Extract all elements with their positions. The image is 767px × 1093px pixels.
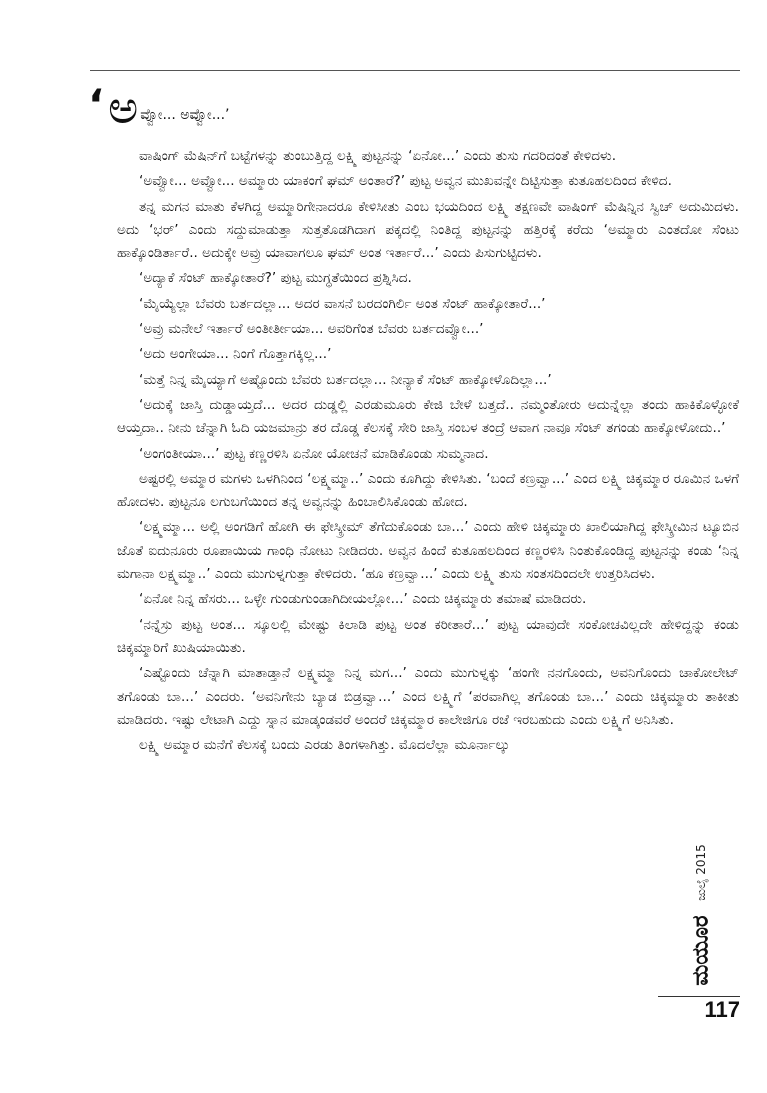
magazine-side-mark bbox=[686, 830, 716, 986]
page-number: 117 bbox=[704, 997, 740, 1022]
heading-drop-cap: ಅ bbox=[107, 80, 139, 134]
paragraph: ‘ಏನೋ ನಿನ್ನ ಹೆಸರು... ಒಳ್ಳೇ ಗುಂಡುಗುಂಡಾಗಿದೀಯಲ್ಲೋ...’ ಎಂದು ಚಿಕ್ಕಮ್ಮಾರು ತಮಾಷೆ ಮಾಡಿದರು. bbox=[139, 591, 587, 608]
issue-month-text: ಜುಲೈ 2015 bbox=[693, 844, 708, 901]
paragraph: ‘ಅದ್ಯಾಕೆ ಸೆಂಟ್ ಹಾಕ್ಕೋತಾರೆ?’ ಪುಟ್ಟ ಮುಗ್ಧತೆಯಿಂದ ಪ್ರಶ್ನಿಸಿದ. bbox=[139, 270, 412, 287]
paragraph: ಲಕ್ಷ್ಮಿ ಅಮ್ಮಾರ ಮನೆಗೆ ಕೆಲಸಕ್ಕೆ ಬಂದು ಎರಡು ತಿಂಗಳಾಗಿತ್ತು. ಮೊದಲೆಲ್ಲಾ ಮೂರ್ನಾಲ್ಕು bbox=[139, 737, 510, 754]
paragraph: ‘ಅಂಗಂತೀಯಾ...’ ಪುಟ್ಟ ಕಣ್ಣರಳಿಸಿ ಏನೋ ಯೋಚನೆ ಮಾಡಿಕೊಂಡು ಸುಮ್ಮನಾದ. bbox=[139, 445, 489, 462]
paragraph: ‘ಅದುಕ್ಕೆ ಜಾಸ್ತಿ ದುಡ್ಡಾಯ್ತದೆ... ಅದರ ದುಡ್ಡಲ್ಲಿ ಎರಡುಮೂರು ಕೇಜಿ ಬೇಳೆ ಬತ್ತದೆ.. ನಮ್ಮಂತೋರು ಅದುನ್ನೆಲ್ಲಾ ತಂದು ಹಾಕಿಕೊಳ್ಳೋಕೆ ಆಯ್ತದಾ.. ನೀನು ಚೆನ್ನಾಗಿ ಓದಿ ಯಜಮಾನ್ರು ತರ ದೊಡ್ಡ ಕೆಲಸಕ್ಕೆ ಸೇರಿ ಜಾಸ್ತಿ ಸಂಬಳ ತಂದ್ರೆ ಆವಾಗ ನಾವೂ ಸೆಂಟ್ ತಗಂಡು ಹಾಕ್ಕೋಳೋದು..’ bbox=[117, 396, 739, 437]
story-heading bbox=[88, 80, 230, 140]
issue-month bbox=[686, 830, 716, 915]
paragraph: ವಾಷಿಂಗ್ ಮೆಷಿನ್‌ಗೆ ಬಟ್ಟೆಗಳನ್ನು ತುಂಬುತ್ತಿದ್ದ ಲಕ್ಷ್ಮಿ ಪುಟ್ಟನನ್ನು ‘ಏನೋ...’ ಎಂದು ತುಸು ಗದರಿದಂತೆ ಕೇಳಿದಳು. bbox=[139, 148, 617, 164]
paragraph: ‘ಅದು ಅಂಗೇಯಾ... ನಿಂಗೆ ಗೊತ್ತಾಗಕ್ಕಿಲ್ಲ...’ bbox=[139, 346, 332, 363]
article-body bbox=[117, 145, 739, 759]
top-rule bbox=[90, 70, 740, 71]
paragraph: ‘ಎಷ್ಟೊಂದು ಚೆನ್ನಾಗಿ ಮಾತಾಡ್ತಾನೆ ಲಕ್ಷ್ಮಮ್ಮಾ ನಿನ್ನ ಮಗ...’ ಎಂದು ಮುಗುಳ್ನಕ್ಕು ‘ಹಂಗೇ ನನಗೊಂದು, ಅವನಿಗೊಂದು ಚಾಕೋಲೇಟ್ ತಗೊಂಡು ಬಾ...’ ಎಂದರು. ‘ಅವನಿಗೇನು ಬ್ಯಾಡ ಬಿಡ್ರವ್ವಾ...’ ಎಂದ ಲಕ್ಷ್ಮಿಗೆ ‘ಪರವಾಗಿಲ್ಲ ತಗೊಂಡು ಬಾ...’ ಎಂದು ಚಿಕ್ಕಮ್ಮಾರು ತಾಕೀತು ಮಾಡಿದರು. ಇಷ್ಟು ಲೇಟಾಗಿ ಎದ್ದು ಸ್ನಾನ ಮಾಡ್ಕಂಡವರೆ ಅಂದರೆ ಚಿಕ್ಕಮ್ಮಾರ ಕಾಲೇಜಿಗೂ ರಜೆ ಇರಬಹುದು ಎಂದು ಲಕ್ಷ್ಮಿಗೆ ಅನಿಸಿತು. bbox=[117, 665, 739, 728]
paragraph: ಅಷ್ಟರಲ್ಲಿ ಅಮ್ಮಾರ ಮಗಳು ಒಳಗಿನಿಂದ ‘ಲಕ್ಷ್ಮಮ್ಮಾ..’ ಎಂದು ಕೂಗಿದ್ದು ಕೇಳಿಸಿತು. ‘ಬಂದೆ ಕಣ್ರವ್ವಾ...’ ಎಂದ ಲಕ್ಷ್ಮಿ ಚಿಕ್ಕಮ್ಮಾರ ರೂಮಿನ ಒಳಗೆ ಹೋದಳು. ಪುಟ್ಟನೂ ಲಗುಬಗೆಯಿಂದ ತನ್ನ ಅವ್ವನನ್ನು ಹಿಂಬಾಲಿಸಿಕೊಂಡು ಹೋದ. bbox=[117, 470, 739, 511]
paragraph: ‘ಮತ್ತೆ ನಿನ್ನ ಮೈಯ್ಯಾಗೆ ಅಷ್ಟೊಂದು ಬೆವರು ಬರ್ತದಲ್ಲಾ... ನೀನ್ಯಾಕೆ ಸೆಂಟ್ ಹಾಕ್ಕೋಳೊದಿಲ್ಲಾ...’ bbox=[139, 371, 552, 388]
magazine-logo-text: ಮಯೂರ bbox=[688, 914, 714, 986]
paragraph: ‘ಅವ್ರು ಮನೇಲೆ ಇರ್ತಾರೆ ಅಂತೀರ್ತೀಯಾ... ಅವರಿಗೆಂತ ಬೆವರು ಬರ್ತದವ್ವೋ...’ bbox=[139, 321, 484, 338]
paragraph: ‘ಮೈಯ್ಯೆಲ್ಲಾ ಬೆವರು ಬರ್ತದಲ್ಲಾ... ಅದರ ವಾಸನೆ ಬರದಂಗಿರ್ಲಿ ಅಂತ ಸೆಂಟ್ ಹಾಕ್ಕೋತಾರೆ...’ bbox=[139, 295, 546, 312]
paragraph: ತನ್ನ ಮಗನ ಮಾತು ಕೆಳಗಿದ್ದ ಅಮ್ಮಾರಿಗೇನಾದರೂ ಕೇಳಿಸೀತು ಎಂಬ ಭಯದಿಂದ ಲಕ್ಷ್ಮಿ ತಕ್ಷಣವೇ ವಾಷಿಂಗ್ ಮೆಷಿನ್ನಿನ ಸ್ವಿಚ್ ಅದುಮಿದಳು. ಅದು ‘ಭರ್’ ಎಂದು ಸದ್ದುಮಾಡುತ್ತಾ ಸುತ್ತತೊಡಗಿದಾಗ ಪಕ್ಕದಲ್ಲಿ ನಿಂತಿದ್ದ ಪುಟ್ಟನನ್ನು ಹತ್ತಿರಕ್ಕೆ ಕರೆದು ‘ಅಮ್ಮಾರು ಎಂತದೋ ಸೆಂಟು ಹಾಕ್ಕೊಂಡಿರ್ತಾರೆ.. ಅದುಕ್ಕೇ ಅವ್ರು ಯಾವಾಗಲೂ ಘಮ್ ಅಂತ ಇರ್ತಾರೆ...’ ಎಂದು ಪಿಸುಗುಟ್ಟಿದಳು. bbox=[117, 198, 739, 262]
paragraph: ‘ಅವ್ವೋ... ಅವ್ವೋ... ಅಮ್ಮಾರು ಯಾಕಂಗೆ ಘಮ್ ಅಂತಾರೆ?’ ಪುಟ್ಟ ಅವ್ವನ ಮುಖವನ್ನೇ ದಿಟ್ಟಿಸುತ್ತಾ ಕುತೂಹಲದಿಂದ ಕೇಳಿದ. bbox=[139, 173, 672, 190]
heading-quote-mark: ‘ bbox=[88, 80, 104, 129]
paragraph: ‘ಲಕ್ಷ್ಮಮ್ಮಾ... ಅಲ್ಲಿ ಅಂಗಡಿಗೆ ಹೋಗಿ ಈ ಫೇಸ್ಕ್ರೀಮ್ ತೆಗೆದುಕೊಂಡು ಬಾ...’ ಎಂದು ಹೇಳಿ ಚಿಕ್ಕಮ್ಮಾರು ಖಾಲಿಯಾಗಿದ್ದ ಫೇಸ್ಕ್ರೀಮಿನ ಟ್ಯೂಬಿನ ಜೊತೆ ಐದುನೂರು ರೂಪಾಯಿಯ ಗಾಂಧಿ ನೋಟು ನೀಡಿದರು. ಅವ್ವನ ಹಿಂದೆ ಕುತೂಹಲದಿಂದ ಕಣ್ಣರಳಿಸಿ ನಿಂತುಕೊಂಡಿದ್ದ ಪುಟ್ಟನನ್ನು ಕಂಡು ‘ನಿನ್ನ ಮಗಾನಾ ಲಕ್ಷ್ಮಮ್ಮಾ..’ ಎಂದು ಮುಗುಳ್ನಗುತ್ತಾ ಕೇಳಿದರು. ‘ಹೂ ಕಣ್ರವ್ವಾ...’ ಎಂದು ಲಕ್ಷ್ಮಿ ತುಸು ಸಂತಸದಿಂದಲೇ ಉತ್ತರಿಸಿದಳು. bbox=[117, 519, 739, 583]
heading-text: ವ್ವೋ... ಅವ್ವೋ...’ bbox=[140, 107, 230, 123]
paragraph: ‘ನನ್ನೆಸ್ರು ಪುಟ್ಟ ಅಂತ... ಸ್ಕೂಲಲ್ಲಿ ಮೇಷ್ಟು ಕಿಲಾಡಿ ಪುಟ್ಟ ಅಂತ ಕರೀತಾರೆ...’ ಪುಟ್ಟ ಯಾವುದೇ ಸಂಕೋಚವಿಲ್ಲದೇ ಹೇಳಿದ್ದನ್ನು ಕಂಡು ಚಿಕ್ಕಮ್ಮಾರಿಗೆ ಖುಷಿಯಾಯಿತು. bbox=[117, 616, 739, 656]
magazine-logo bbox=[686, 914, 716, 986]
